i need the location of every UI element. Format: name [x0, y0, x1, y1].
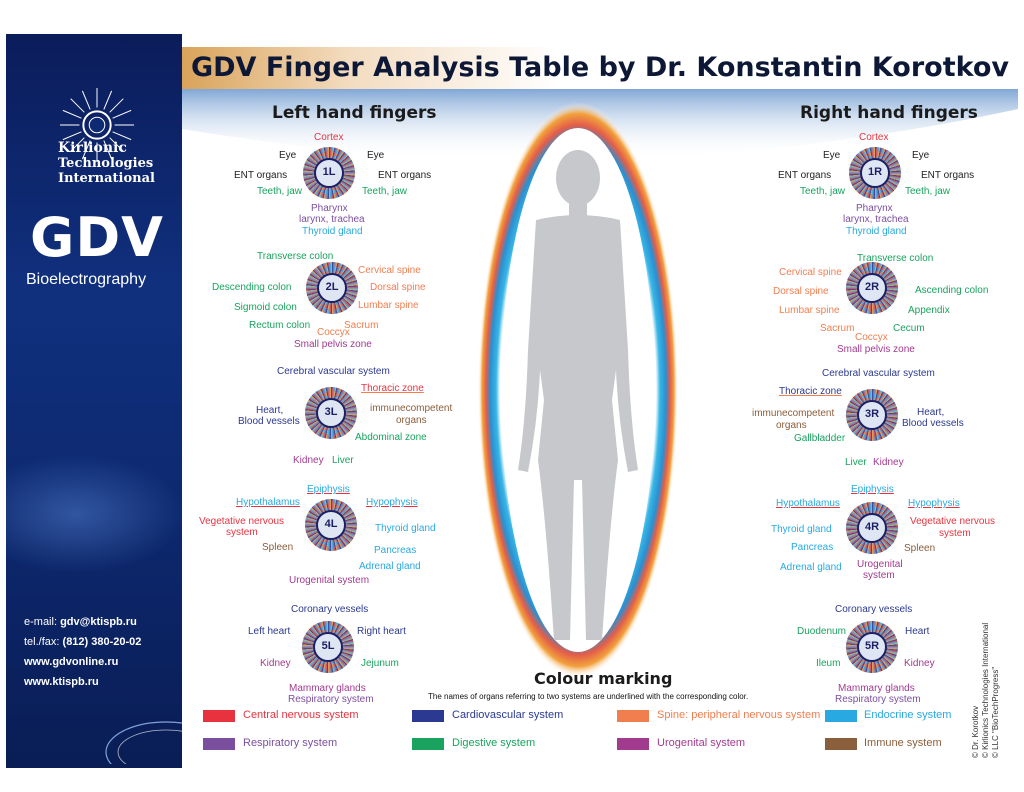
finger-4R-sector-diagram: [852, 508, 892, 548]
tel-label: tel./fax:: [24, 636, 60, 648]
label-pancreas-4L: Pancreas: [374, 545, 417, 556]
label-pharynx: Pharynx: [311, 203, 348, 214]
finger-2L-label: 2L: [325, 281, 339, 293]
bioelectrography-label: Bioelectrography: [26, 271, 147, 288]
label-bloodvessels-3L: Blood vessels: [238, 416, 300, 427]
label-descending: Descending colon: [212, 282, 292, 293]
label-hypothalamus-4L: Hypothalamus: [236, 497, 300, 508]
finger-5R-label: 5R: [864, 640, 880, 652]
label-teeth-R-right: Teeth, jaw: [905, 186, 951, 197]
legend-swatch-immune: [825, 738, 857, 750]
label-appendix: Appendix: [908, 305, 950, 316]
label-cervical-2L: Cervical spine: [358, 265, 421, 276]
label-vegetative-system-4L: system: [226, 527, 258, 538]
finger-3L-label: 3L: [324, 406, 338, 418]
label-gallbladder: Gallbladder: [794, 433, 846, 444]
label-kidney-5L: Kidney: [260, 658, 291, 669]
label-teeth-left: Teeth, jaw: [257, 186, 303, 197]
label-urogenital-system-4R: system: [863, 570, 895, 581]
label-thoracic-3L: Thoracic zone: [361, 383, 424, 394]
legend-swatch-cns: [203, 710, 235, 722]
legend-label-immune: Immune system: [864, 737, 942, 749]
finger-2L-sector-diagram: [312, 268, 352, 308]
sidebar: [6, 34, 182, 768]
sidebar-bottom-burst: [56, 674, 182, 764]
legend-label-cns: Central nervous system: [243, 709, 359, 721]
legend-label-cardio: Cardiovascular system: [452, 709, 564, 721]
finger-4L-sector-diagram: [311, 505, 351, 545]
label-sacrum-2R: Sacrum: [820, 323, 855, 334]
label-hypophysis-4R: Hypophysis: [908, 498, 960, 509]
finger-3L-sector-diagram: [311, 393, 351, 433]
label-vegetative-system-4R: system: [939, 528, 971, 539]
legend-label-digestive: Digestive system: [452, 737, 536, 749]
label-ent-left: ENT organs: [234, 170, 288, 181]
label-spleen-4R: Spleen: [904, 543, 936, 554]
legend-label-urogenital: Urogenital system: [657, 737, 746, 749]
label-epiphysis-4R: Epiphysis: [851, 484, 894, 495]
legend-swatch-endocrine: [825, 710, 857, 722]
label-kidney-3L: Kidney: [293, 455, 324, 466]
label-eye-left: Eye: [279, 150, 297, 161]
copyright-line-3: © LLC "BioTechProgress": [991, 666, 1000, 758]
tel-value: (812) 380-20-02: [62, 636, 142, 648]
legend-swatch-urogenital: [617, 738, 649, 750]
finger-5L-label: 5L: [321, 640, 335, 652]
label-ent-R-left: ENT organs: [778, 170, 832, 181]
copyright-block: [968, 600, 1008, 760]
label-mammary-5L: Mammary glands: [289, 683, 366, 694]
label-rectum: Rectum colon: [249, 320, 311, 331]
finger-1R-sector-diagram: [855, 153, 895, 193]
label-eye-R-right: Eye: [912, 150, 930, 161]
company-line-2: Technologies: [58, 156, 154, 171]
label-pharynx-R: Pharynx: [856, 203, 893, 214]
finger-1L-sector-diagram: [309, 153, 349, 193]
label-immuno-3R: immunecompetent: [752, 408, 835, 419]
label-cervical-2R: Cervical spine: [779, 267, 842, 278]
label-coccyx-2L: Coccyx: [317, 327, 350, 338]
label-respiratory-5R: Respiratory system: [835, 694, 921, 705]
label-liver-3L: Liver: [332, 455, 354, 466]
label-bloodvessels-3R: Blood vessels: [902, 418, 964, 429]
finger-1L-label: 1L: [322, 166, 336, 178]
label-adrenal-4R: Adrenal gland: [780, 562, 842, 573]
finger-5R-sector-diagram: [852, 627, 892, 667]
label-thoracic-3R: Thoracic zone: [779, 386, 842, 397]
label-kidney-5R: Kidney: [904, 658, 935, 669]
label-thyroid-1R: Thyroid gland: [846, 226, 907, 237]
label-hypophysis-4L: Hypophysis: [366, 497, 418, 508]
label-ent-R-right: ENT organs: [921, 170, 975, 181]
label-pelvis-2R: Small pelvis zone: [837, 344, 915, 355]
label-coronary-5L: Coronary vessels: [291, 604, 369, 615]
copyright-line-1: © Dr. Korotkov: [971, 705, 980, 758]
label-cortex-R: Cortex: [859, 132, 889, 143]
label-rightheart: Right heart: [357, 626, 406, 637]
label-hypothalamus-4R: Hypothalamus: [776, 498, 840, 509]
colour-marking-note: The names of organs referring to two systems are underlined with the corresponding color.: [428, 692, 749, 701]
label-duodenum: Duodenum: [797, 626, 846, 637]
label-cerebral-3R: Cerebral vascular system: [822, 368, 935, 379]
label-thyroid-1L: Thyroid gland: [302, 226, 363, 237]
label-teeth-R-left: Teeth, jaw: [800, 186, 846, 197]
page-title: GDV Finger Analysis Table by Dr. Konstantin Korotkov: [190, 52, 1009, 83]
label-larynx: larynx, trachea: [299, 214, 365, 225]
label-larynx-R: larynx, trachea: [843, 214, 909, 225]
legend-swatch-digestive: [412, 738, 444, 750]
label-mammary-5R: Mammary glands: [838, 683, 915, 694]
label-lumbar-2L: Lumbar spine: [358, 300, 419, 311]
website-link-2[interactable]: www.ktispb.ru: [24, 676, 99, 688]
label-cecum: Cecum: [893, 323, 925, 334]
label-sacrum-2L: Sacrum: [344, 320, 379, 331]
label-organs-3R: organs: [776, 420, 807, 431]
website-link-1[interactable]: www.gdvonline.ru: [24, 656, 119, 668]
label-thyroid-4R: Thyroid gland: [771, 524, 832, 535]
label-vegetative-4R: Vegetative nervous: [910, 516, 996, 527]
label-ileum: Ileum: [816, 658, 841, 669]
label-heart-3R: Heart,: [917, 407, 945, 418]
label-adrenal-4L: Adrenal gland: [359, 561, 421, 572]
email-label: e-mail:: [24, 616, 58, 628]
label-ent-right: ENT organs: [378, 170, 432, 181]
label-eye-right: Eye: [367, 150, 385, 161]
finger-4L-label: 4L: [324, 518, 338, 530]
label-respiratory-5L: Respiratory system: [288, 694, 374, 705]
label-coccyx-2R: Coccyx: [855, 332, 888, 343]
legend-swatch-cardio: [412, 710, 444, 722]
finger-4R-label: 4R: [864, 521, 880, 533]
legend-swatch-spine: [617, 710, 649, 722]
label-dorsal-2L: Dorsal spine: [370, 282, 426, 293]
label-spleen-4L: Spleen: [262, 542, 294, 553]
label-thyroid-4L: Thyroid gland: [375, 523, 436, 534]
label-pelvis-2L: Small pelvis zone: [294, 339, 372, 350]
email-value[interactable]: gdv@ktispb.ru: [60, 616, 137, 628]
finger-5L-sector-diagram: [308, 627, 348, 667]
legend-swatch-respiratory: [203, 738, 235, 750]
copyright-line-2: © Kirlionics Technologies International: [981, 622, 990, 758]
label-vegetative-4L: Vegetative nervous: [199, 516, 285, 527]
label-urogenital-4R: Urogenital: [857, 559, 903, 570]
label-kidney-3R: Kidney: [873, 457, 904, 468]
label-teeth-right: Teeth, jaw: [362, 186, 408, 197]
label-eye-R-left: Eye: [823, 150, 841, 161]
label-heart-3L: Heart,: [256, 405, 284, 416]
label-immuno-3L: immunecompetent: [370, 403, 453, 414]
company-line-3: International: [58, 171, 155, 186]
label-transverse-2L: Transverse colon: [257, 251, 334, 262]
label-cerebral-3L: Cerebral vascular system: [277, 366, 390, 377]
label-leftheart: Left heart: [248, 626, 291, 637]
label-dorsal-2R: Dorsal spine: [773, 286, 829, 297]
left-hand-title: Left hand fingers: [272, 103, 437, 123]
label-abdominal: Abdominal zone: [355, 432, 427, 443]
sidebar-glow: [6, 454, 182, 574]
label-cortex: Cortex: [314, 132, 344, 143]
gdv-logo: GDV: [30, 206, 164, 269]
label-jejunum: Jejunum: [361, 658, 399, 669]
finger-1R-label: 1R: [867, 166, 883, 178]
legend-label-endocrine: Endocrine system: [864, 709, 952, 721]
legend-label-respiratory: Respiratory system: [243, 737, 338, 749]
label-urogenital-4L: Urogenital system: [289, 575, 370, 586]
label-sigmoid: Sigmoid colon: [234, 302, 297, 313]
body-aura-illustration: [478, 100, 678, 680]
label-pancreas-4R: Pancreas: [791, 542, 834, 553]
label-coronary-5R: Coronary vessels: [835, 604, 913, 615]
label-ascending: Ascending colon: [915, 285, 989, 296]
label-liver-3R: Liver: [845, 457, 867, 468]
finger-3R-label: 3R: [864, 408, 880, 420]
colour-marking-heading: Colour marking: [534, 669, 673, 688]
label-epiphysis-4L: Epiphysis: [307, 484, 350, 495]
finger-3R-sector-diagram: [852, 395, 892, 435]
finger-2R-label: 2R: [864, 281, 880, 293]
legend-label-spine: Spine: peripheral nervous system: [657, 709, 821, 721]
right-hand-title: Right hand fingers: [800, 103, 978, 123]
finger-2R-sector-diagram: [852, 268, 892, 308]
label-lumbar-2R: Lumbar spine: [779, 305, 840, 316]
company-line-1: Kirlionic: [58, 140, 127, 156]
label-heart-5R: Heart: [905, 626, 930, 637]
label-organs-3L: organs: [396, 415, 427, 426]
label-transverse-2R: Transverse colon: [857, 253, 934, 264]
